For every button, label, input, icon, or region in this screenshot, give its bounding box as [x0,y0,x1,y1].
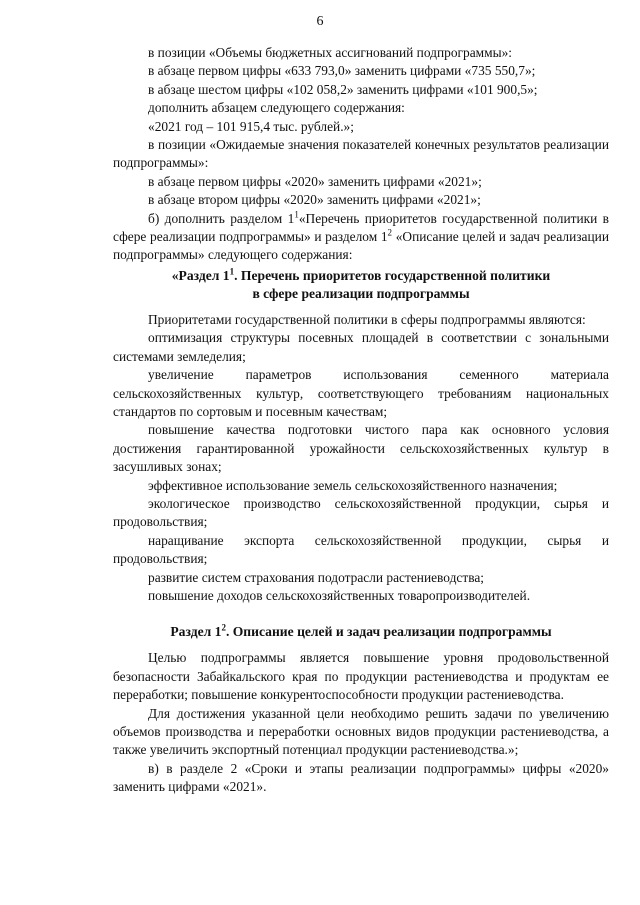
section1-heading-sup: 1 [229,266,235,277]
paragraph: экологическое производство сельскохозяйственной продукции, сырья и продовольствия; [113,495,609,530]
paragraph-b-part2: «Перечень приоритетов государственной политики в сфере реализации подпрограммы» и разделом 1 [113,210,610,245]
paragraph-b [113,210,609,265]
section1-heading-line1: . Перечень приоритетов государственной политики [234,267,551,283]
paragraph: Целью подпрограммы является повышение уровня продовольственной безопасности Забайкальского края по продукции растениеводства и продуктам ее переработки; повышение конкурентоспособности продукции растениеводства. [113,650,609,703]
paragraph-b-sup1: 1 [294,209,299,220]
paragraph: оптимизация структуры посевных площадей в соответствии с зональными системами земледелия; [113,330,609,364]
paragraph: наращивание экспорта сельскохозяйственной продукции, сырья и продовольствия; [113,532,609,567]
paragraph: в) в разделе 2 «Сроки и этапы реализации подпрограммы» цифры «2020» заменить цифрами «2021». [113,760,609,795]
paragraph: «2021 год – 101 915,4 тыс. рублей.»; [148,118,354,134]
section2-heading-pre: Раздел 1 [170,624,222,640]
paragraph: в абзаце первом цифры «2020» заменить цифрами «2021»; [148,173,482,189]
section1-heading-line2: в сфере реализации подпрограммы [252,285,470,301]
paragraph: в позиции «Ожидаемые значения показателей конечных результатов реализации подпрограммы»: [113,137,609,171]
paragraph: Для достижения указанной цели необходимо решить задачи по увеличению объемов производства и переработки основных видов продукции растениеводства, а также увеличить экспортный потенциал продукции растениеводства.»; [113,705,609,758]
paragraph: увеличение параметров использования семенного материала сельскохозяйственных культур, соответствующего требованиям национальных стандартов по сортовым и посевным качествам; [113,367,609,419]
paragraph: эффективное использование земель сельскохозяйственного назначения; [148,477,558,493]
section1-heading [113,267,609,303]
paragraph: в абзаце первом цифры «633 793,0» заменить цифрами «735 550,7»; [148,63,536,79]
paragraph-b-sup2: 2 [387,227,393,238]
section2-heading-rest: . Описание целей и задач реализации подпрограммы [225,624,552,640]
paragraph: в позиции «Объемы бюджетных ассигнований подпрограммы»: [148,45,513,60]
paragraph: в абзаце шестом цифры «102 058,2» заменить цифрами «101 900,5»; [148,81,538,97]
section1-heading-pre: «Раздел 1 [171,267,230,283]
paragraph: Приоритетами государственной политики в сферы подпрограммы являются: [148,311,586,327]
page-number: 6 [316,14,324,29]
paragraph: в абзаце втором цифры «2020» заменить цифрами «2021»; [148,192,481,208]
section2-heading [113,623,609,641]
paragraph-b-part3: «Описание целей и задач реализации подпрограммы» следующего содержания: [113,229,609,263]
document-body [113,44,609,797]
paragraph: повышение доходов сельскохозяйственных товаропроизводителей. [148,587,531,603]
paragraph: развитие систем страхования подотрасли растениеводства; [148,569,485,585]
section2-heading-sup: 2 [221,622,226,633]
paragraph: повышение качества подготовки чистого пара как основного условия достижения гарантированной урожайности сельскохозяйственных культур в засушливых зонах; [113,422,609,475]
paragraph-b-part1: б) дополнить разделом 1 [148,210,295,226]
paragraph: дополнить абзацем следующего содержания: [148,100,405,116]
